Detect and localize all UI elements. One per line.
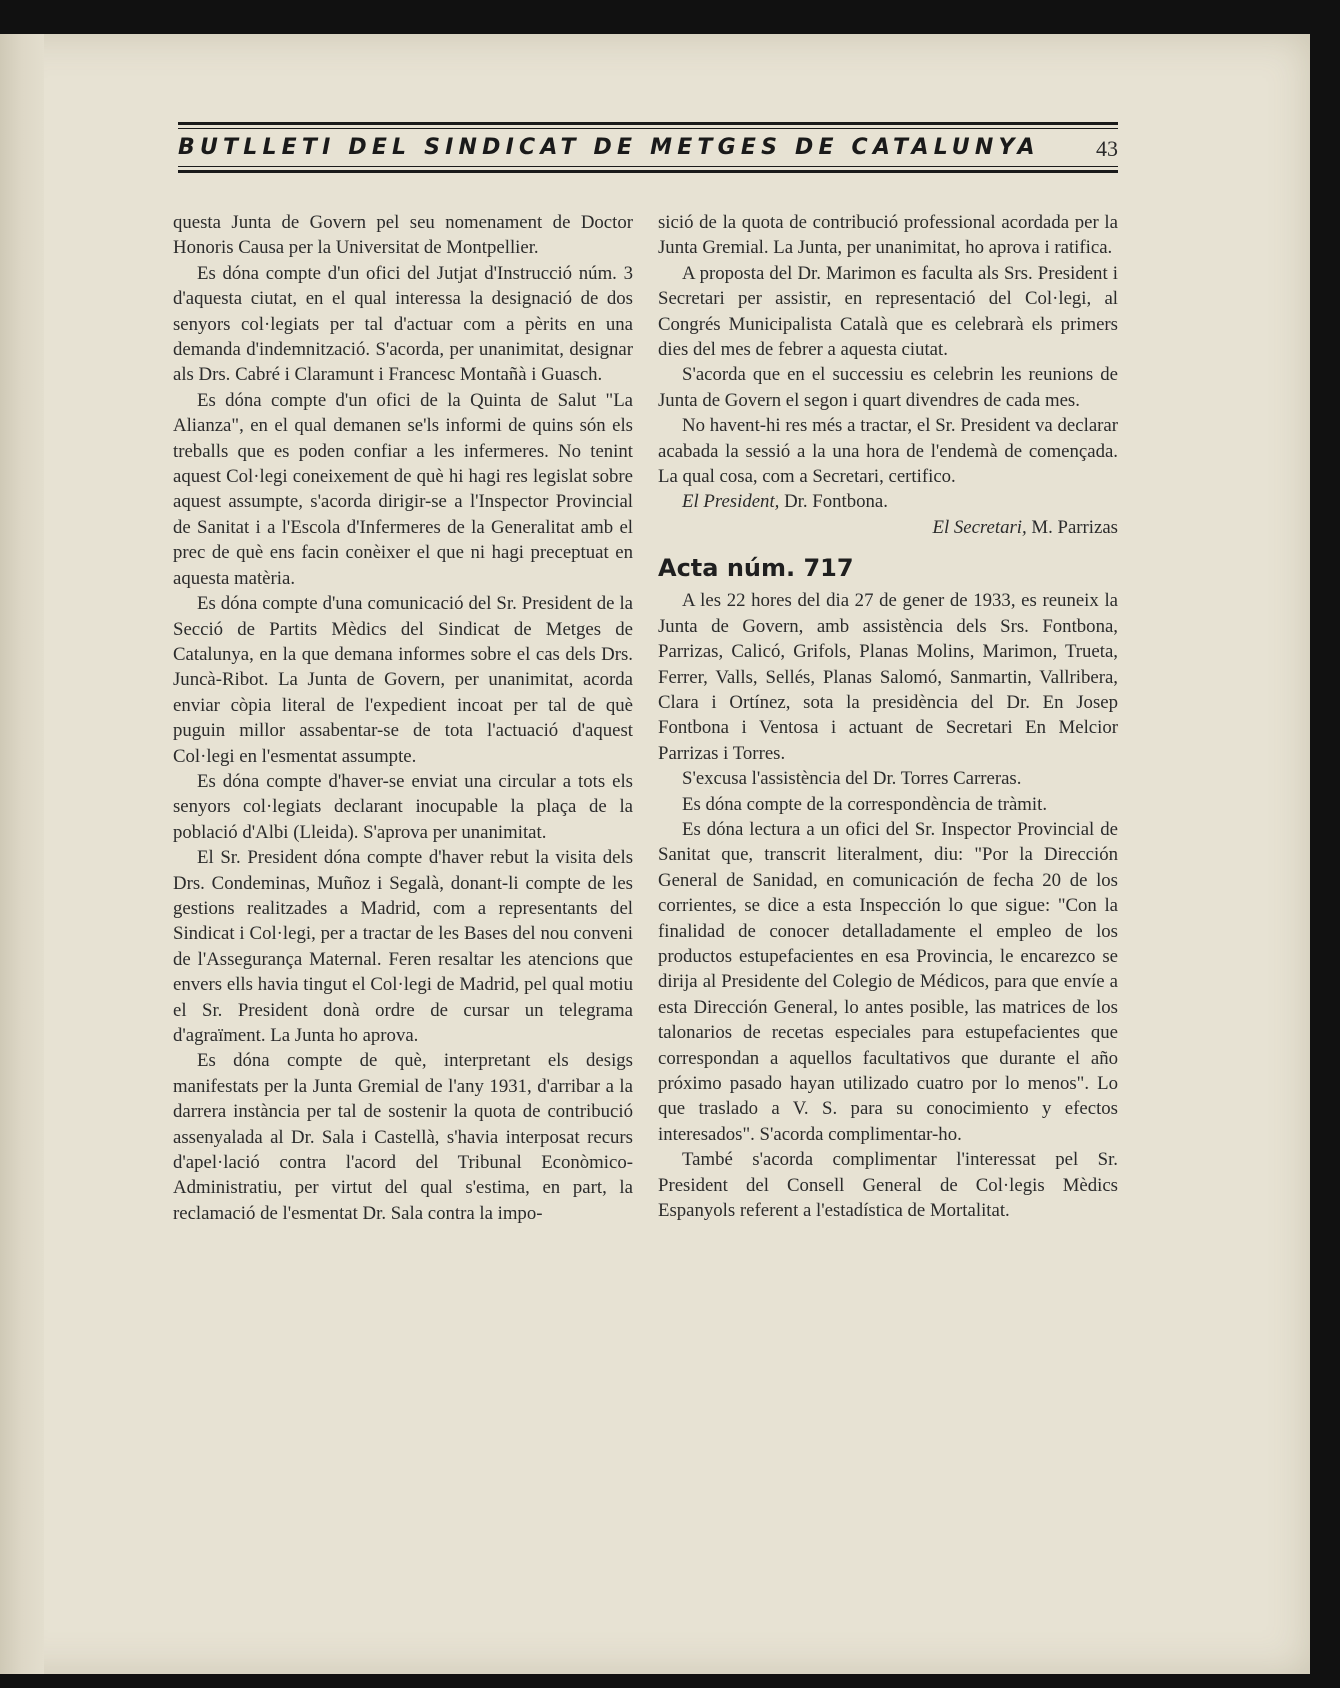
running-header	[178, 120, 1118, 180]
paragraph: S'excusa l'assistència del Dr. Torres Carreras.	[682, 768, 1022, 790]
section-heading: Acta núm. 717	[658, 554, 854, 583]
paragraph: A les 22 hores del dia 27 de gener de 1933, es reuneix la Junta de Govern, amb assistència dels Srs. Fontbona, Parrizas, Calicó, Grifols, Planas Molins, Marimon, Trueta, Ferrer, Valls, Sellés, Planas Salomó, Sanmartin, Vallribera, Clara i Ortínez, sota la presidència del Dr. En Josep Fontbona i Ventosa i actuant de Secretari En Melcior Parrizas i Torres.	[658, 590, 1118, 764]
signature-president-title: El President,	[682, 491, 780, 513]
signature-secretary	[658, 515, 1118, 540]
header-bottom-thin-rule	[178, 166, 1118, 167]
paragraph: Es dóna compte de la correspondència de tràmit.	[682, 793, 1048, 815]
header-top-thin-rule	[178, 128, 1118, 129]
signature-secretary-title: El Secretari,	[932, 516, 1027, 538]
header-top-rule	[178, 122, 1118, 125]
paragraph: questa Junta de Govern pel seu nomenament de Doctor Honoris Causa per la Universitat de Montpellier.	[173, 212, 633, 259]
paragraph: Es dóna compte d'un ofici de la Quinta de Salut "La Alianza", en el qual demanen se'ls informi de quins són els treballs que es poden confiar a les infermeres. No tenint aquest Col·legi coneixement de què hi hagi res legislat sobre aquest assumpte, s'acorda dirigir-se a l'Inspector Provincial de Sanitat i a l'Escola d'Infermeres de la Generalitat amb el prec de què ens facin conèixer el que ni hagi preceptuat en aquesta matèria.	[173, 389, 633, 589]
paragraph: A proposta del Dr. Marimon es faculta als Srs. President i Secretari per assistir, en representació del Col·legi, al Congrés Municipalista Català que es celebrarà els primers dies del mes de febrer a aquesta ciutat.	[658, 262, 1118, 361]
book-spine-shadow	[0, 34, 44, 1674]
right-column	[658, 210, 1118, 1223]
signature-president	[658, 489, 1118, 514]
paragraph: Es dóna compte d'un ofici del Jutjat d'Instrucció núm. 3 d'aquesta ciutat, en el qual interessa la designació de dos senyors col·legiats per tal d'actuar com a pèrits en una demanda d'indemnització. S'acorda, per unanimitat, designar als Drs. Cabré i Claramunt i Francesc Montañà i Guasch.	[173, 262, 633, 386]
header-bottom-rule	[178, 170, 1118, 173]
paragraph: sició de la quota de contribució professional acordada per la Junta Gremial. La Junta, per unanimitat, ho aprova i ratifica.	[658, 212, 1118, 259]
running-title: BUTLLETI DEL SINDICAT DE METGES DE CATALUNYA	[178, 135, 1040, 160]
left-column	[173, 210, 633, 1226]
paragraph: Es dóna lectura a un ofici del Sr. Inspector Provincial de Sanitat que, transcrit literalment, diu: "Por la Dirección General de Sanidad, en comunicación de fecha 20 de los corrientes, se dice a esta Inspección lo que sigue: "Con la finalidad de conocer detalladamente el empleo de los productos estupefacientes en esa Provincia, le encarezco se dirija al Presidente del Colegio de Médicos, para que envíe a esta Dirección General, lo antes posible, las matrices de los talonarios de recetas especiales para estupefacientes que correspondan a aquellos facultativos que durante el año próximo pasado hayan utilizado cuatro por lo menos". Lo que traslado a V. S. para su conocimiento y efectos interesados". S'acorda complimentar-ho.	[658, 818, 1118, 1145]
paragraph: Es dóna compte d'haver-se enviat una circular a tots els senyors col·legiats declarant inocupable la plaça de la població d'Albi (Lleida). S'aprova per unanimitat.	[173, 770, 633, 843]
paragraph: El Sr. President dóna compte d'haver rebut la visita dels Drs. Condeminas, Muñoz i Segalà, donant-li compte de les gestions realitzades a Madrid, com a representants del Sindicat i Col·legi, per a tractar de les Bases del nou conveni de l'Assegurança Maternal. Feren resaltar les atencions que envers ells havia tingut el Col·legi de Madrid, pel qual motiu el Sr. President donà ordre de cursar un telegrama d'agraïment. La Junta ho aprova.	[173, 847, 633, 1046]
paragraph: No havent-hi res més a tractar, el Sr. President va declarar acabada la sessió a la una hora de l'endemà de començada. La qual cosa, com a Secretari, certifico.	[658, 415, 1118, 488]
paragraph: Es dóna compte d'una comunicació del Sr. President de la Secció de Partits Mèdics del Sindicat de Metges de Catalunya, en la que demana informes sobre el cas dels Drs. Juncà-Ribot. La Junta de Govern, per unanimitat, acorda enviar còpia literal de l'expedient incoat per tal de què puguin millor assabentar-se de tota l'actuació d'aquest Col·legi en l'esmentat assumpte.	[173, 593, 633, 767]
paragraph: Es dóna compte de què, interpretant els desigs manifestats per la Junta Gremial de l'any 1931, d'arribar a la darrera instància per tal de sostenir la quota de contribució assenyalada al Dr. Sala i Castellà, s'havia interposat recurs d'apel·lació contra l'acord del Tribunal Econòmico-Administratiu, per virtut del qual s'estima, en part, la reclamació de l'esmentat Dr. Sala contra la impo-	[173, 1050, 633, 1224]
signature-secretary-name: M. Parrizas	[1031, 516, 1118, 538]
paragraph: També s'acorda complimentar l'interessat pel Sr. President del Consell General de Col·legis Mèdics Espanyols referent a l'estadística de Mortalitat.	[658, 1149, 1118, 1222]
paragraph: S'acorda que en el successiu es celebrin les reunions de Junta de Govern el segon i quart divendres de cada mes.	[658, 364, 1118, 411]
page-number: 43	[1096, 136, 1118, 161]
signature-president-name: Dr. Fontbona.	[784, 491, 888, 513]
